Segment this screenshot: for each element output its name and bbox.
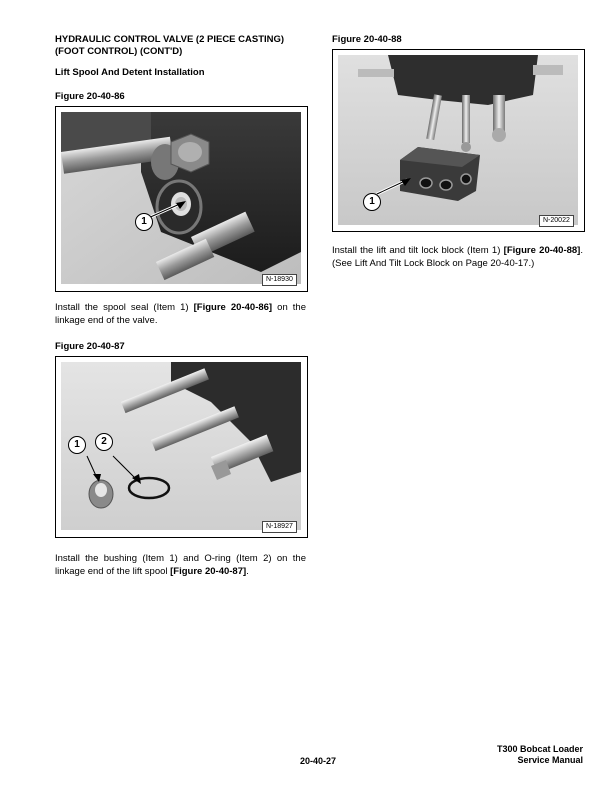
product-title bbox=[470, 744, 583, 766]
figure-86-caption: Install the spool seal (Item 1) [Figure 20-40-86] on the linkage end of the valve. bbox=[55, 302, 306, 326]
figure-87-label: Figure 20-40-87 bbox=[55, 341, 125, 352]
figure-87-frame bbox=[55, 356, 308, 538]
page-title bbox=[55, 34, 315, 57]
figure-86-number: N-18930 bbox=[262, 274, 297, 286]
figure-86-callout-1: 1 bbox=[135, 213, 153, 231]
figure-87-ref[interactable]: [Figure 20-40-87] bbox=[170, 565, 247, 577]
figure-88-frame bbox=[332, 49, 585, 232]
product-line2: Service Manual bbox=[517, 755, 583, 765]
figure-88-number: N-20022 bbox=[539, 215, 574, 227]
figure-88-caption: Install the lift and tilt lock block (Item 1) [Figure 20-40-88]. (See Lift And Tilt Lock Block on Page 20-40-17.) bbox=[332, 245, 583, 269]
page-number: 20-40-27 bbox=[300, 756, 337, 766]
section-subtitle: Lift Spool And Detent Installation bbox=[55, 67, 205, 78]
page-title-line2: (FOOT CONTROL) (CONT'D) bbox=[55, 45, 183, 57]
figure-87-number: N-18927 bbox=[262, 521, 297, 533]
page-title-line1: HYDRAULIC CONTROL VALVE (2 PIECE CASTING) bbox=[55, 34, 285, 45]
figure-88-label: Figure 20-40-88 bbox=[332, 34, 402, 45]
product-line1: T300 Bobcat Loader bbox=[496, 744, 583, 754]
figure-87-callout-2: 2 bbox=[95, 433, 113, 451]
figure-87-caption: Install the bushing (Item 1) and O-ring (Item 2) on the linkage end of the lift spool [Figure 20-40-87]. bbox=[55, 553, 306, 577]
figure-88-callout-1: 1 bbox=[363, 193, 381, 211]
figure-86-ref[interactable]: [Figure 20-40-86] bbox=[193, 302, 273, 313]
figure-88-ref[interactable]: [Figure 20-40-88] bbox=[503, 245, 581, 256]
figure-86-frame bbox=[55, 106, 308, 292]
figure-86-label: Figure 20-40-86 bbox=[55, 91, 125, 102]
figure-87-callout-1: 1 bbox=[68, 436, 86, 454]
